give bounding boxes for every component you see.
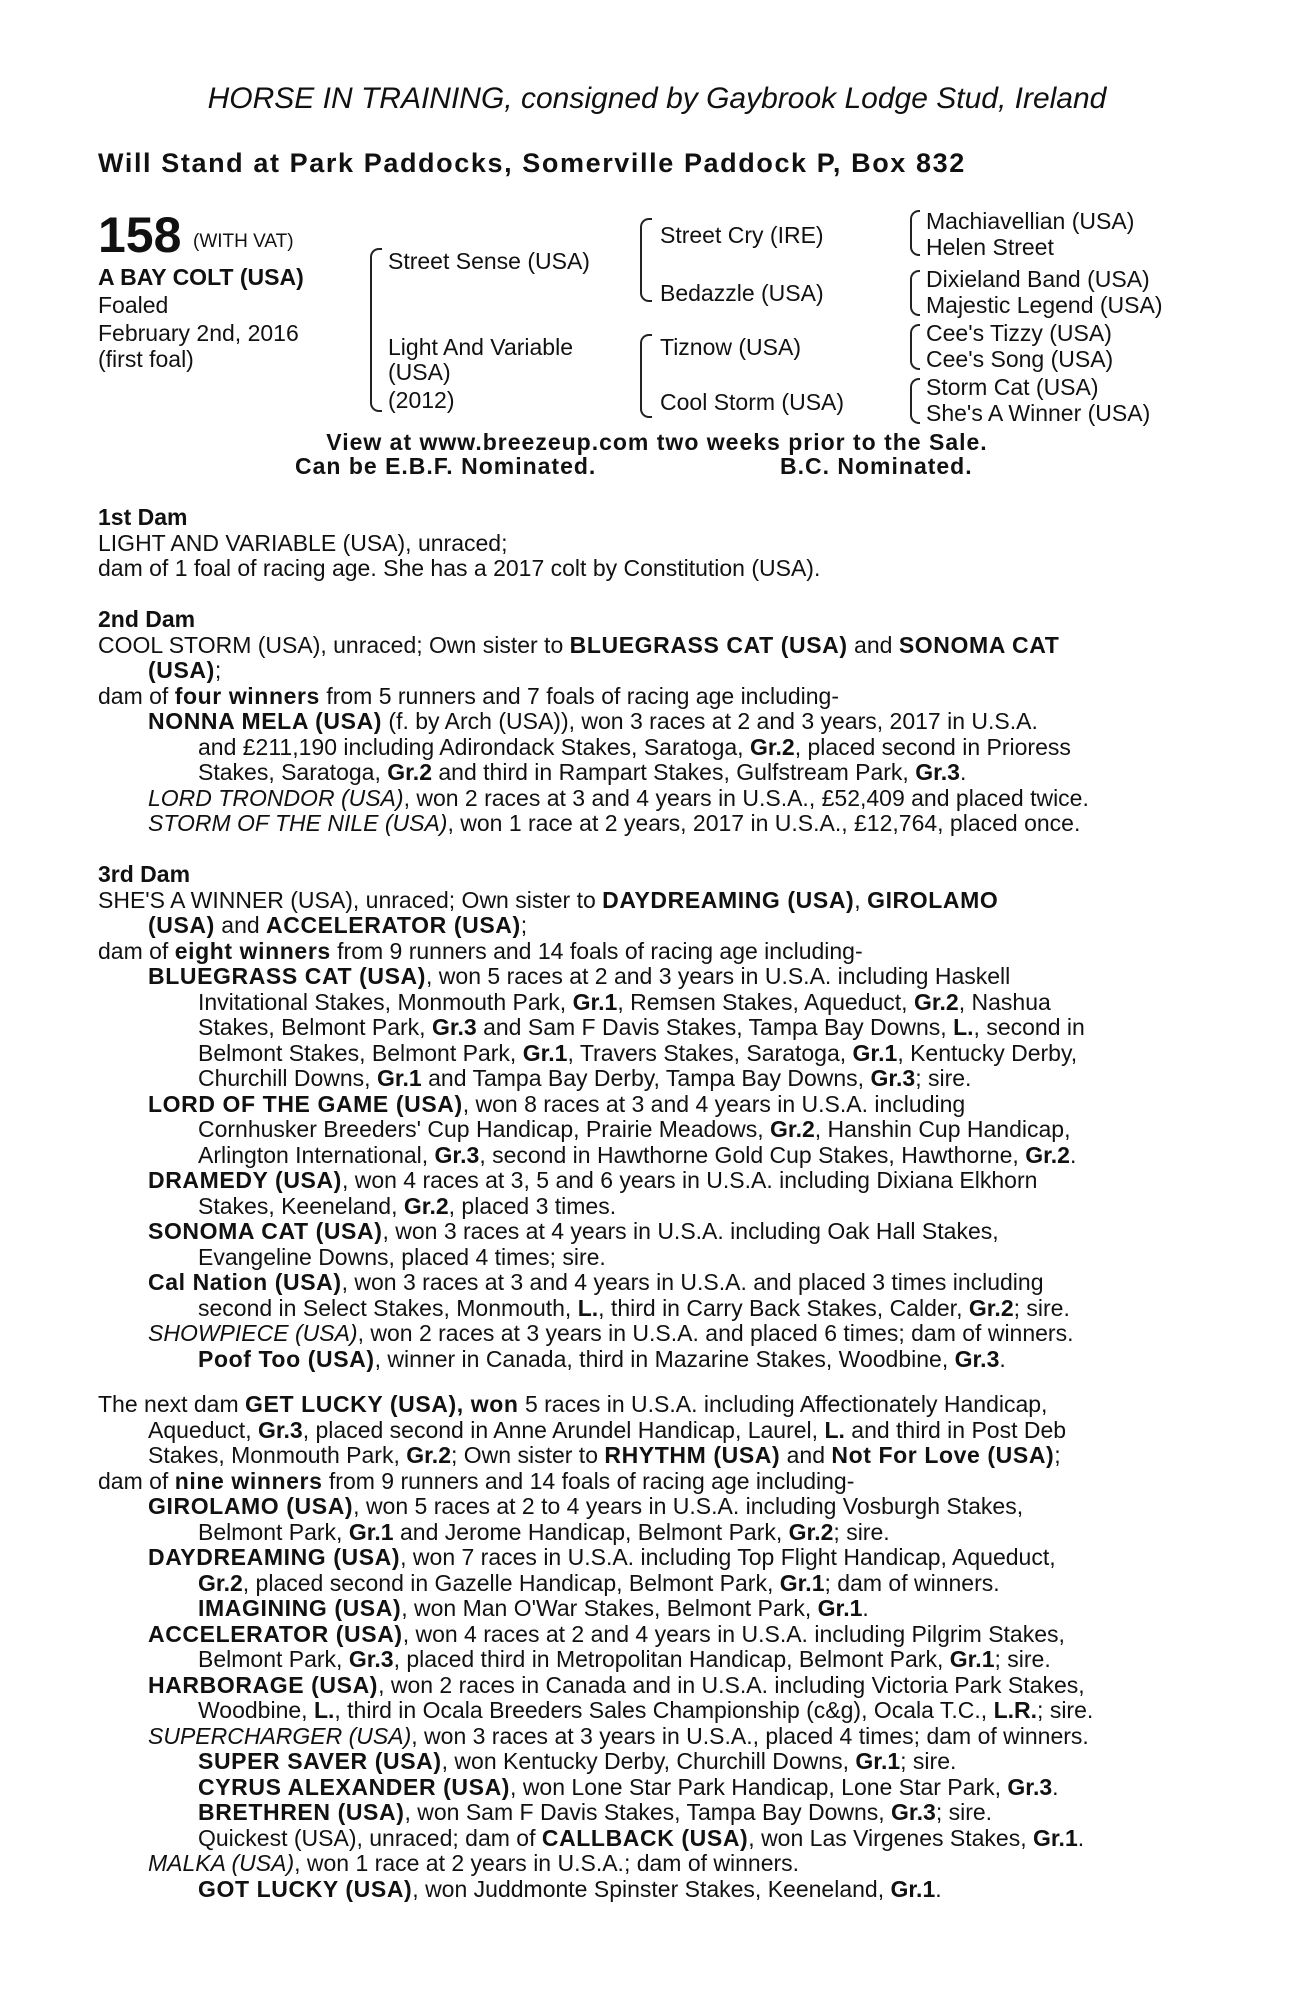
produce-line: Evangeline Downs, placed 4 times; sire. bbox=[198, 1243, 606, 1270]
text: and Tampa Bay Derby, Tampa Bay Downs, bbox=[421, 1065, 871, 1091]
text: and bbox=[847, 631, 899, 658]
grade: Gr.2 bbox=[1025, 1141, 1070, 1168]
produce-line bbox=[98, 1494, 1202, 1520]
text: SHE'S A WINNER (USA), unraced; Own sister to bbox=[98, 886, 603, 913]
grade: Gr.1 bbox=[1032, 1824, 1078, 1851]
produce-line bbox=[98, 1347, 1202, 1373]
horse-name: GET LUCKY (USA) bbox=[245, 1391, 457, 1417]
produce-line bbox=[98, 1520, 1202, 1546]
grade: Gr.1 bbox=[852, 1039, 898, 1066]
produce-line bbox=[98, 1775, 1202, 1801]
text: , Travers Stakes, Saratoga, bbox=[567, 1039, 853, 1066]
third-dam-heading: 3rd Dam bbox=[98, 861, 191, 887]
text: Stakes, Monmouth Park, bbox=[148, 1442, 407, 1468]
produce-line bbox=[98, 1194, 1202, 1220]
text: , second in Hawthorne Gold Cup Stakes, Hawthorne, bbox=[479, 1141, 1026, 1168]
grade: Gr.1 bbox=[817, 1595, 863, 1621]
text: COOL STORM (USA), unraced; Own sister to bbox=[98, 631, 570, 658]
foaled-label: Foaled bbox=[98, 292, 169, 318]
text: , won 3 races at 3 and 4 years in U.S.A. and placed 3 times including bbox=[341, 1269, 1044, 1295]
foaled-date: February 2nd, 2016 bbox=[98, 320, 299, 346]
produce-line bbox=[98, 1724, 1202, 1750]
text: , won 1 race at 2 years in U.S.A.; dam of winners. bbox=[294, 1850, 800, 1876]
pedigree-g2: Helen Street bbox=[926, 234, 1054, 260]
produce-line bbox=[98, 811, 1202, 837]
grade: Gr.3 bbox=[434, 1141, 480, 1168]
grade: Gr.1 bbox=[890, 1875, 936, 1902]
grade: Gr.2 bbox=[749, 733, 795, 760]
produce-line bbox=[98, 1647, 1202, 1673]
text: and Jerome Handicap, Belmont Park, bbox=[393, 1518, 789, 1545]
text: Churchill Downs, bbox=[198, 1065, 377, 1091]
produce-line bbox=[98, 1622, 1202, 1648]
text: , won 4 races at 2 and 4 years in U.S.A. including Pilgrim Stakes, bbox=[402, 1620, 1065, 1647]
grade: Gr.2 bbox=[403, 1192, 449, 1219]
produce-line bbox=[98, 1877, 1202, 1903]
text: ; sire. bbox=[833, 1518, 890, 1545]
horse-name: RHYTHM (USA) bbox=[604, 1442, 781, 1468]
grade: Gr.2 bbox=[770, 1116, 815, 1142]
text: , placed second in Prioress bbox=[794, 733, 1071, 760]
text: ; sire. bbox=[1013, 1294, 1070, 1321]
grade: Gr.1 bbox=[348, 1518, 394, 1545]
grade: Gr.1 bbox=[855, 1748, 901, 1774]
third-dam-line bbox=[98, 913, 1202, 939]
pedigree-dam-line2: (USA) bbox=[388, 359, 451, 385]
horse-name: SONOMA CAT (USA) bbox=[148, 1218, 383, 1244]
text: Cornhusker Breeders' Cup Handicap, Prairie Meadows, bbox=[198, 1116, 770, 1142]
text: Aqueduct, bbox=[148, 1416, 258, 1443]
horse-name: BRETHREN (USA) bbox=[198, 1799, 405, 1825]
grade: Gr.3 bbox=[1007, 1773, 1053, 1800]
produce-line bbox=[98, 990, 1202, 1016]
horse-name: BLUEGRASS CAT (USA) bbox=[148, 963, 427, 989]
text: (f. by Arch (USA)), won 3 races at 2 and 3 years, 2017 in U.S.A. bbox=[382, 708, 1038, 734]
horse-name: LORD TRONDOR (USA) bbox=[148, 784, 404, 811]
text: , won 7 races in U.S.A. including Top Flight Handicap, Aqueduct, bbox=[400, 1544, 1056, 1570]
text: . bbox=[1077, 1824, 1085, 1851]
produce-line bbox=[98, 709, 1202, 735]
produce-line bbox=[98, 1851, 1202, 1877]
second-dam-line bbox=[98, 658, 1202, 684]
text: dam of bbox=[98, 682, 175, 709]
text: and bbox=[214, 912, 267, 938]
winners-count: eight winners bbox=[174, 937, 331, 964]
text: , won 5 races at 2 and 3 years in U.S.A. including Haskell bbox=[426, 963, 1011, 989]
grade: L. bbox=[577, 1294, 599, 1321]
produce-line bbox=[98, 964, 1202, 990]
grade: Gr.1 bbox=[572, 988, 618, 1015]
vat-note: (WITH VAT) bbox=[193, 231, 294, 252]
third-dam-line bbox=[98, 888, 1202, 914]
text: ; sire. bbox=[994, 1646, 1051, 1672]
horse-name: HARBORAGE (USA) bbox=[148, 1671, 379, 1698]
produce-line bbox=[98, 1673, 1202, 1699]
grade: Gr.3 bbox=[915, 759, 960, 785]
produce-line bbox=[98, 1168, 1202, 1194]
horse-name: DRAMEDY (USA) bbox=[148, 1167, 342, 1193]
pedigree-dam-line3: (2012) bbox=[388, 387, 455, 413]
text: , won Man O'War Stakes, Belmont Park, bbox=[401, 1595, 818, 1621]
produce-line bbox=[98, 1066, 1202, 1092]
third-dam-line bbox=[98, 939, 1202, 965]
text: from 5 runners and 7 foals of racing age including- bbox=[319, 682, 840, 709]
text: , bbox=[456, 1391, 471, 1417]
text: ; bbox=[214, 657, 222, 683]
text: , won 8 races at 3 and 4 years in U.S.A. including bbox=[462, 1090, 966, 1117]
text: Stakes, Belmont Park, bbox=[198, 1014, 432, 1040]
pedigree-dam-dam: Cool Storm (USA) bbox=[660, 389, 845, 415]
grade: Gr.3 bbox=[431, 1014, 477, 1040]
horse-name: ACCELERATOR (USA) bbox=[266, 912, 521, 938]
text: , placed third in Metropolitan Handicap, Belmont Park, bbox=[393, 1646, 950, 1672]
second-dam-line bbox=[98, 633, 1202, 659]
text: from 9 runners and 14 foals of racing age including- bbox=[330, 937, 863, 964]
text: Arlington International, bbox=[198, 1141, 435, 1168]
produce-line bbox=[98, 1015, 1202, 1041]
horse-name: GIROLAMO bbox=[867, 886, 999, 913]
lot-description: A BAY COLT (USA) bbox=[98, 264, 304, 290]
text: The next dam bbox=[98, 1391, 246, 1417]
text: dam of bbox=[98, 1467, 175, 1494]
ebf-note: Can be E.B.F. Nominated. bbox=[295, 453, 597, 479]
grade: Gr.1 bbox=[522, 1039, 568, 1066]
lot-number: 158 bbox=[98, 207, 182, 263]
grade: Gr.1 bbox=[779, 1569, 825, 1596]
grade: L.R. bbox=[993, 1697, 1038, 1723]
text: , won 2 races at 3 years in U.S.A. and placed 6 times; dam of winners. bbox=[357, 1320, 1074, 1346]
produce-line bbox=[98, 1596, 1202, 1622]
text: and bbox=[780, 1442, 832, 1468]
first-dam-line: dam of 1 foal of racing age. She has a 2017 colt by Constitution (USA). bbox=[98, 555, 821, 581]
produce-line bbox=[98, 1749, 1202, 1775]
text: from 9 runners and 14 foals of racing age including- bbox=[322, 1467, 855, 1494]
text: . bbox=[862, 1595, 869, 1621]
text: , won 2 races at 3 and 4 years in U.S.A., £52,409 and placed twice. bbox=[403, 784, 1089, 811]
horse-name: SUPERCHARGER (USA) bbox=[148, 1722, 412, 1749]
text: , won Juddmonte Spinster Stakes, Keeneland, bbox=[412, 1875, 891, 1902]
horse-name: Not For Love (USA) bbox=[831, 1442, 1055, 1468]
pedigree-brace-1 bbox=[370, 248, 382, 412]
pedigree-g5: Cee's Tizzy (USA) bbox=[926, 320, 1112, 346]
horse-name: IMAGINING (USA) bbox=[198, 1595, 402, 1621]
text: Invitational Stakes, Monmouth Park, bbox=[198, 988, 573, 1015]
produce-line bbox=[98, 1698, 1202, 1724]
horse-name: CYRUS ALEXANDER (USA) bbox=[198, 1773, 511, 1800]
grade: Gr.3 bbox=[257, 1416, 303, 1443]
produce-line bbox=[98, 1296, 1202, 1322]
winners-count: nine winners bbox=[174, 1467, 323, 1494]
horse-name: MALKA (USA) bbox=[148, 1850, 295, 1876]
pedigree-brace-2 bbox=[640, 218, 652, 302]
grade: L. bbox=[313, 1697, 335, 1723]
horse-name: (USA) bbox=[148, 912, 215, 938]
grade: Gr.2 bbox=[913, 988, 959, 1015]
horse-name: (USA) bbox=[148, 657, 215, 683]
produce-line bbox=[98, 1800, 1202, 1826]
text: , third in Ocala Breeders Sales Championship (c&g), Ocala T.C., bbox=[334, 1697, 994, 1723]
text: , placed second in Anne Arundel Handicap, Laurel, bbox=[302, 1416, 825, 1443]
text: , won 5 races at 2 to 4 years in U.S.A. including Vosburgh Stakes, bbox=[353, 1493, 1024, 1519]
grade: Gr.2 bbox=[968, 1294, 1014, 1321]
produce-line bbox=[98, 1571, 1202, 1597]
pedigree-g4: Majestic Legend (USA) bbox=[926, 292, 1163, 318]
view-note: View at www.breezeup.com two weeks prior to the Sale. bbox=[326, 429, 988, 455]
pedigree-brace-4 bbox=[910, 210, 920, 256]
pedigree-brace-7 bbox=[910, 378, 920, 424]
text: . bbox=[1052, 1773, 1059, 1800]
horse-name: STORM OF THE NILE (USA) bbox=[148, 810, 448, 836]
next-dam-line bbox=[98, 1418, 1202, 1444]
grade: Gr.1 bbox=[949, 1646, 995, 1672]
text: , won Kentucky Derby, Churchill Downs, bbox=[441, 1748, 856, 1774]
first-dam-heading: 1st Dam bbox=[98, 504, 188, 530]
grade: L. bbox=[953, 1014, 974, 1040]
next-dam-line bbox=[98, 1443, 1202, 1469]
produce-line bbox=[98, 1117, 1202, 1143]
text: . bbox=[935, 1875, 942, 1902]
foal-note: (first foal) bbox=[98, 346, 194, 372]
pedigree-dam-sire: Tiznow (USA) bbox=[660, 334, 801, 360]
produce-line bbox=[98, 1826, 1202, 1852]
pedigree-g8: She's A Winner (USA) bbox=[926, 400, 1151, 426]
produce-line bbox=[98, 786, 1202, 812]
text: , Kentucky Derby, bbox=[897, 1039, 1078, 1066]
grade: Gr.2 bbox=[788, 1518, 834, 1545]
text: , won Sam F Davis Stakes, Tampa Bay Downs, bbox=[404, 1799, 892, 1825]
text: , second in bbox=[973, 1014, 1085, 1040]
text: and third in Post Deb bbox=[844, 1416, 1067, 1443]
text: and £211,190 including Adirondack Stakes, Saratoga, bbox=[198, 733, 750, 760]
text: , won 4 races at 3, 5 and 6 years in U.S.A. including Dixiana Elkhorn bbox=[341, 1167, 1038, 1193]
horse-name: ACCELERATOR (USA) bbox=[148, 1620, 403, 1647]
text: ; dam of winners. bbox=[824, 1569, 1000, 1596]
text: , won 3 races at 4 years in U.S.A. including Oak Hall Stakes, bbox=[382, 1218, 999, 1244]
stand-location: Will Stand at Park Paddocks, Somerville Paddock P, Box 832 bbox=[98, 148, 966, 178]
text: , Remsen Stakes, Aqueduct, bbox=[617, 988, 914, 1015]
horse-name: Cal Nation (USA) bbox=[148, 1269, 342, 1295]
text: ; sire. bbox=[915, 1065, 972, 1091]
text: ; sire. bbox=[900, 1748, 957, 1774]
horse-name: DAYDREAMING (USA) bbox=[602, 886, 855, 913]
horse-name: BLUEGRASS CAT (USA) bbox=[569, 631, 848, 658]
produce-line bbox=[98, 1321, 1202, 1347]
produce-line bbox=[98, 1041, 1202, 1067]
produce-line bbox=[98, 1143, 1202, 1169]
grade: Gr.1 bbox=[376, 1065, 422, 1091]
text: ; sire. bbox=[935, 1799, 993, 1825]
horse-name: GOT LUCKY (USA) bbox=[198, 1875, 413, 1902]
text: ; bbox=[520, 912, 528, 938]
grade: Gr.3 bbox=[891, 1799, 936, 1825]
produce-line bbox=[98, 1270, 1202, 1296]
text: , placed 3 times. bbox=[448, 1192, 617, 1219]
pedigree-g7: Storm Cat (USA) bbox=[926, 374, 1099, 400]
pedigree-sire-sire: Street Cry (IRE) bbox=[660, 222, 824, 248]
horse-name: SUPER SAVER (USA) bbox=[198, 1748, 442, 1774]
text: Belmont Stakes, Belmont Park, bbox=[198, 1039, 523, 1066]
text: . bbox=[1069, 1141, 1077, 1168]
consignor-title: HORSE IN TRAINING, consigned by Gaybrook Lodge Stud, Ireland bbox=[207, 82, 1107, 115]
text: , won Lone Star Park Handicap, Lone Star Park, bbox=[510, 1773, 1008, 1800]
produce-line bbox=[98, 735, 1202, 761]
text: won bbox=[470, 1391, 519, 1417]
text: Stakes, Keeneland, bbox=[198, 1192, 404, 1219]
text: Belmont Park, bbox=[198, 1646, 349, 1672]
produce-line bbox=[98, 1545, 1202, 1571]
text: , won 1 race at 2 years, 2017 in U.S.A., £12,764, placed once. bbox=[447, 810, 1081, 836]
grade: Gr.3 bbox=[954, 1345, 1000, 1372]
text: Woodbine, bbox=[198, 1697, 314, 1723]
grade: Gr.3 bbox=[870, 1065, 916, 1091]
pedigree-brace-5 bbox=[910, 270, 920, 316]
second-dam-section bbox=[98, 607, 1202, 837]
text: ; sire. bbox=[1037, 1697, 1094, 1723]
next-dam-line bbox=[98, 1392, 1202, 1418]
horse-name: GIROLAMO (USA) bbox=[148, 1493, 354, 1519]
next-dam-section bbox=[98, 1392, 1202, 1902]
pedigree-dam-line1: Light And Variable bbox=[388, 334, 573, 360]
pedigree-g1: Machiavellian (USA) bbox=[926, 208, 1135, 234]
text: . bbox=[959, 759, 967, 785]
pedigree-g6: Cee's Song (USA) bbox=[926, 346, 1114, 372]
text: , bbox=[854, 886, 868, 913]
third-dam-section bbox=[98, 862, 1202, 1372]
text: , won 2 races in Canada and in U.S.A. including Victoria Park Stakes, bbox=[378, 1671, 1085, 1698]
grade: Gr.2 bbox=[406, 1442, 451, 1468]
second-dam-heading: 2nd Dam bbox=[98, 606, 196, 632]
first-dam-section bbox=[98, 505, 1202, 582]
pedigree-g3: Dixieland Band (USA) bbox=[926, 266, 1150, 292]
text: , Nashua bbox=[958, 988, 1051, 1015]
text: and third in Rampart Stakes, Gulfstream Park, bbox=[432, 759, 916, 785]
horse-name: DAYDREAMING (USA) bbox=[148, 1544, 401, 1570]
text: Belmont Park, bbox=[198, 1518, 349, 1545]
text: , winner in Canada, third in Mazarine Stakes, Woodbine, bbox=[374, 1345, 955, 1372]
pedigree-sire: Street Sense (USA) bbox=[388, 248, 590, 274]
bc-note: B.C. Nominated. bbox=[780, 453, 973, 479]
next-dam-line bbox=[98, 1469, 1202, 1495]
produce-line bbox=[98, 760, 1202, 786]
pedigree-sire-dam: Bedazzle (USA) bbox=[660, 280, 824, 306]
grade: Gr.3 bbox=[348, 1646, 394, 1672]
grade: Gr.2 bbox=[198, 1569, 243, 1596]
text: , won 3 races at 3 years in U.S.A., placed 4 times; dam of winners. bbox=[411, 1722, 1089, 1749]
text: Quickest (USA), unraced; dam of bbox=[198, 1824, 542, 1851]
text: 5 races in U.S.A. including Affectionately Handicap, bbox=[518, 1391, 1048, 1417]
text: . bbox=[999, 1345, 1006, 1372]
text: , won Las Virgenes Stakes, bbox=[748, 1824, 1033, 1851]
text: , placed second in Gazelle Handicap, Belmont Park, bbox=[242, 1569, 780, 1596]
horse-name: CALLBACK (USA) bbox=[541, 1824, 749, 1851]
horse-name: NONNA MELA (USA) bbox=[148, 708, 383, 734]
text: second in Select Stakes, Monmouth, bbox=[198, 1294, 578, 1321]
text: , Hanshin Cup Handicap, bbox=[814, 1116, 1071, 1142]
grade: L. bbox=[824, 1416, 845, 1443]
text: , third in Carry Back Stakes, Calder, bbox=[598, 1294, 969, 1321]
second-dam-line bbox=[98, 684, 1202, 710]
text: ; Own sister to bbox=[451, 1442, 605, 1468]
first-dam-line: LIGHT AND VARIABLE (USA), unraced; bbox=[98, 529, 508, 556]
horse-name: Poof Too (USA) bbox=[198, 1345, 375, 1372]
text: ; bbox=[1054, 1442, 1061, 1468]
text: and Sam F Davis Stakes, Tampa Bay Downs, bbox=[476, 1014, 954, 1040]
winners-count: four winners bbox=[174, 682, 320, 709]
pedigree-brace-3 bbox=[640, 334, 652, 418]
text: dam of bbox=[98, 937, 175, 964]
horse-name: SHOWPIECE (USA) bbox=[148, 1320, 358, 1346]
produce-line bbox=[98, 1092, 1202, 1118]
grade: Gr.2 bbox=[387, 759, 432, 785]
horse-name: SONOMA CAT bbox=[898, 631, 1060, 658]
horse-name: LORD OF THE GAME (USA) bbox=[148, 1090, 463, 1117]
produce-line bbox=[98, 1219, 1202, 1245]
text: Stakes, Saratoga, bbox=[198, 759, 388, 785]
pedigree-brace-6 bbox=[910, 324, 920, 370]
